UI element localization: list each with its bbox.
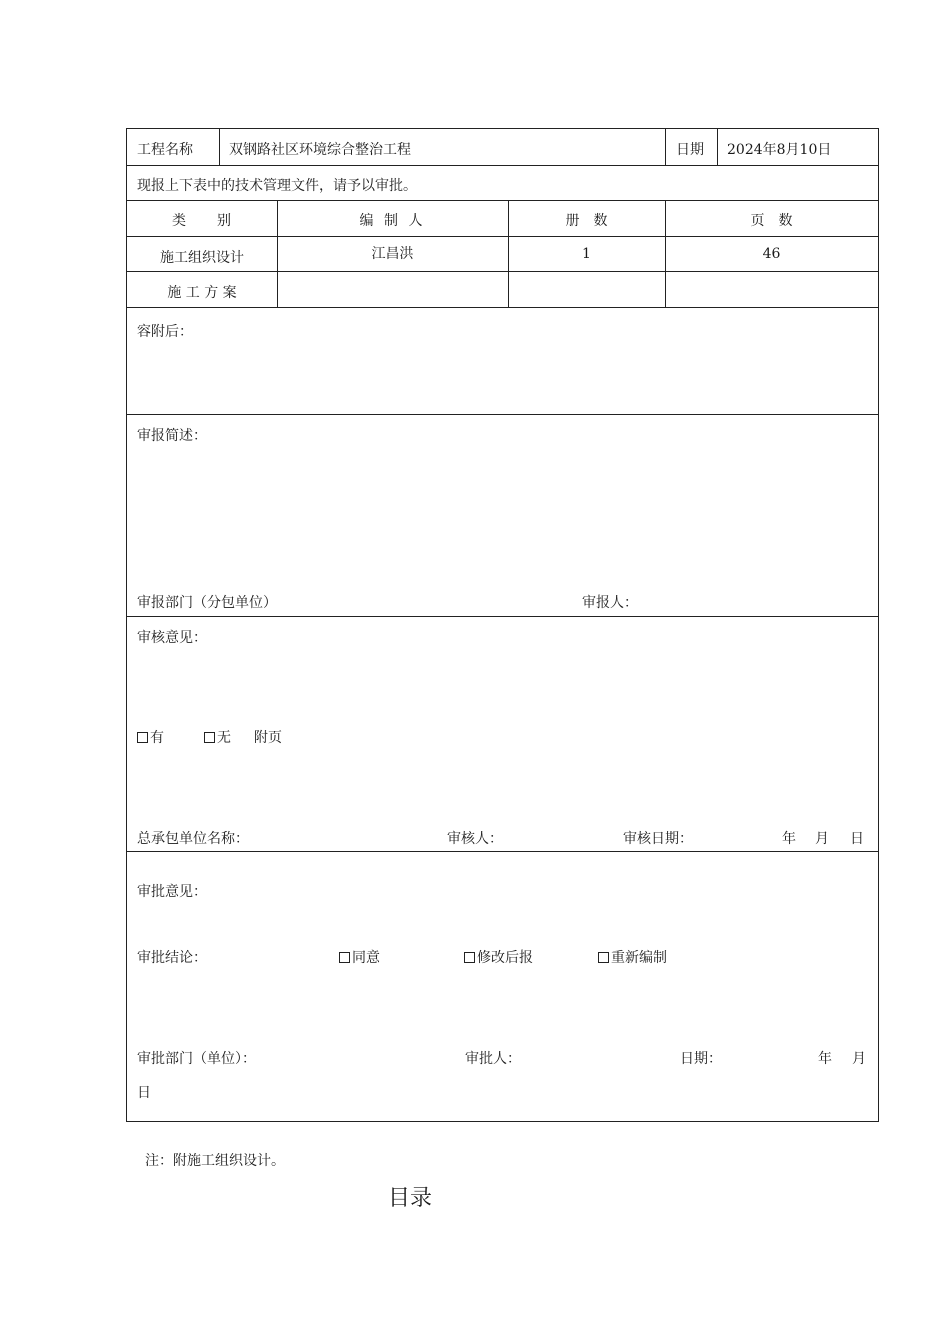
contractor-name-label: 总承包单位名称： (137, 831, 249, 847)
option-agree[interactable] (339, 949, 380, 967)
submission-dept-label: 审报部门（分包单位） (137, 595, 277, 611)
column-header-pages: 页 数 (750, 213, 793, 229)
col-divider (665, 129, 666, 165)
date-label: 日期 (676, 142, 704, 158)
attached-page-label: 附页 (254, 730, 282, 746)
option-agree-label: 同意 (352, 950, 380, 966)
checkbox-has-label: 有 (150, 730, 164, 746)
approval-conclusion-label: 审批结论： (137, 950, 207, 966)
review-year-label: 年 (782, 831, 796, 847)
approver-label: 审批人： (465, 1051, 521, 1067)
checkbox-square[interactable] (339, 952, 350, 963)
intro-text: 现报上下表中的技术管理文件，请予以审批。 (137, 178, 417, 194)
row-divider (127, 236, 878, 237)
approval-dept-label: 审批部门（单位）： (137, 1051, 256, 1067)
row-category: 施工组织设计 (160, 250, 244, 266)
review-opinion-label: 审核意见： (137, 630, 207, 646)
row-divider (127, 200, 878, 201)
column-header-category: 类 别 (172, 213, 232, 229)
checkbox-square[interactable] (464, 952, 475, 963)
approval-day-label: 日 (137, 1085, 151, 1101)
row-divider (127, 616, 878, 617)
row-divider (127, 165, 878, 166)
project-name-value: 双钢路社区环境综合整治工程 (229, 142, 411, 158)
option-recompile[interactable] (598, 949, 667, 967)
option-recompile-label: 重新编制 (611, 950, 667, 966)
checkbox-square[interactable] (204, 732, 215, 743)
row-divider (127, 271, 878, 272)
row-pages: 46 (762, 246, 781, 262)
footnote: 注：附施工组织设计。 (145, 1153, 285, 1169)
checkbox-has[interactable] (137, 729, 164, 747)
checkbox-none[interactable] (204, 729, 231, 747)
attachments-label: 容附后： (137, 324, 193, 340)
row-divider (127, 307, 878, 308)
row-divider (127, 851, 878, 852)
row-volumes: 1 (582, 246, 591, 262)
row-author: 江昌洪 (371, 246, 414, 262)
approval-date-label: 日期： (680, 1051, 722, 1067)
approval-year-label: 年 (818, 1051, 832, 1067)
option-revise-label: 修改后报 (477, 950, 533, 966)
column-header-volumes: 册 数 (565, 213, 608, 229)
date-value: 2024年8月10日 (727, 142, 832, 158)
checkbox-square[interactable] (598, 952, 609, 963)
row-divider (127, 414, 878, 415)
review-date-label: 审核日期： (623, 831, 693, 847)
column-header-author: 编 制 人 (359, 213, 426, 229)
review-month-label: 月 (815, 831, 829, 847)
review-day-label: 日 (850, 831, 864, 847)
submission-person-label: 审报人： (582, 595, 638, 611)
project-name-label: 工程名称 (137, 142, 193, 158)
checkbox-none-label: 无 (217, 730, 231, 746)
option-revise[interactable] (464, 949, 533, 967)
approval-opinion-label: 审批意见： (137, 884, 207, 900)
submission-summary-label: 审报简述： (137, 428, 207, 444)
approval-form (126, 128, 879, 1122)
section-heading: 目录 (388, 1186, 433, 1211)
row-category: 施 工 方 案 (167, 285, 237, 301)
reviewer-label: 审核人： (447, 831, 503, 847)
checkbox-square[interactable] (137, 732, 148, 743)
col-divider (717, 129, 718, 165)
approval-month-label: 月 (852, 1051, 866, 1067)
col-divider (219, 129, 220, 165)
